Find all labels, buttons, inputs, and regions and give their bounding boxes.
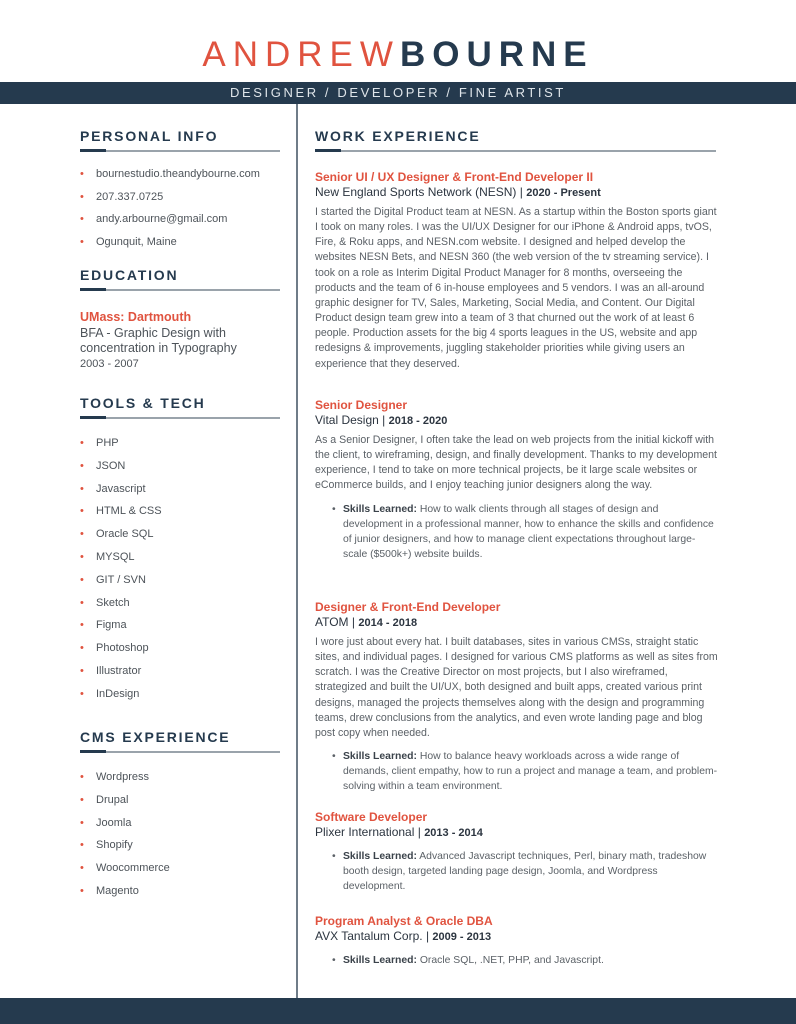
job-entry <box>315 810 719 894</box>
company-name: ATOM | <box>315 615 356 629</box>
list-item <box>80 597 130 609</box>
company-name: Plixer International | <box>315 825 421 839</box>
bullet-icon: • <box>80 573 84 586</box>
list-item-text: Photoshop <box>96 642 149 655</box>
list-item <box>80 168 260 180</box>
list-item <box>80 528 153 540</box>
list-item-text: Joomla <box>96 816 132 829</box>
skills-learned <box>343 953 719 968</box>
resume-name <box>0 34 796 76</box>
column-divider <box>296 104 298 998</box>
job-entry <box>315 170 719 372</box>
list-item-text: andy.arbourne@gmail.com <box>96 213 228 226</box>
list-item <box>80 885 139 897</box>
section-rule <box>80 289 280 291</box>
list-item <box>80 839 133 851</box>
bullet-icon: • <box>80 862 84 875</box>
bullet-icon: • <box>80 687 84 700</box>
section-rule <box>80 150 280 152</box>
list-item <box>80 551 135 563</box>
section-rule <box>80 751 280 753</box>
job-dates: 2018 - 2020 <box>388 415 448 427</box>
list-item <box>80 437 119 449</box>
list-item <box>80 483 146 495</box>
bullet-icon: • <box>80 816 84 829</box>
job-title: Program Analyst & Oracle DBA <box>315 914 493 928</box>
job-description: I started the Digital Product team at NESN. As a startup within the Boston sports giant I took on many roles. I was the UI/UX Designer for our iPhone & Android apps, tvOS, Fire, & Roku apps, and NESN.com website. I designed and helped develop the websites NESN Bets, and NESN 360 (the web version of the tv streaming service). I took on a role as Interim Digital Product Manager for 8 months, overseeing the products and the team of 6 in-house employees and 5 vendors. I was an all-around graphic designer for TV, Sales, Marketing, Social Media, and Content. Our Digital Product design team grew into a team of 3 that churned out the work of at least 6 people. Production assets for the big 4 sports leagues in the US, website and app redesigns & improvements, juggling stakeholder priorities while giving users an experience that they deserved. <box>315 206 717 370</box>
company-name: New England Sports Network (NESN) | <box>315 185 523 199</box>
list-item <box>80 771 149 783</box>
job-company <box>315 825 719 841</box>
skills-text: How to balance heavy workloads across a wide range of demands, client empathy, how to run a project and manage a team, and problem-solving within a team environment. <box>343 751 718 793</box>
skills-learned <box>343 749 719 794</box>
tagline-band: DESIGNER / DEVELOPER / FINE ARTIST <box>0 82 796 104</box>
list-item <box>80 688 139 700</box>
job-company <box>315 185 719 201</box>
job-dates: 2013 - 2014 <box>424 827 483 839</box>
bullet-icon: • <box>80 619 84 632</box>
footer-band <box>0 998 796 1024</box>
list-item-text: bournestudio.theandybourne.com <box>96 168 260 180</box>
skills-label: Skills Learned: <box>343 503 417 515</box>
job-dates: 2009 - 2013 <box>432 931 492 943</box>
bullet-icon: • <box>80 885 84 897</box>
list-item-text: Ogunquit, Maine <box>96 236 177 249</box>
bullet-icon: • <box>80 839 84 852</box>
list-item <box>80 505 162 517</box>
bullet-icon: • <box>80 190 84 203</box>
school-name: UMass: Dartmouth <box>80 310 192 324</box>
job-description: As a Senior Designer, I often take the lead on web projects from the initial kickoff with the client, to wireframing, design, and finally development. Thanks to my development experience, I tend to take on more technical projects, be it large scale websites or eCommerce builds, and I enjoy teaching junior designers along the way. <box>315 434 717 492</box>
skills-text: How to walk clients through all stages of design and development in a professional manner, how to enhance the skills and confidence of junior designers, and how to manage client expectations throughout large-scale ($500k+) website builds. <box>343 503 714 561</box>
bullet-icon: • <box>80 665 84 677</box>
job-dates: 2020 - Present <box>526 187 601 199</box>
degree: BFA - Graphic Design with concentration in Typography <box>80 325 237 355</box>
bullet-icon: • <box>80 551 84 563</box>
bullet-icon: • <box>80 482 84 495</box>
bullet-icon: • <box>80 459 84 472</box>
cms-heading: CMS EXPERIENCE <box>80 729 231 745</box>
list-item <box>80 794 128 806</box>
list-item-text: Magento <box>96 885 139 897</box>
job-company <box>315 929 719 945</box>
list-item <box>80 191 163 203</box>
job-company <box>315 413 719 429</box>
list-item <box>80 862 170 874</box>
list-item-text: InDesign <box>96 687 140 700</box>
list-item-text: Wordpress <box>96 771 149 783</box>
skills-label: Skills Learned: <box>343 851 417 862</box>
education-heading: EDUCATION <box>80 267 179 283</box>
personal-info-heading: PERSONAL INFO <box>80 128 219 144</box>
work-experience-heading: WORK EXPERIENCE <box>315 128 481 144</box>
bullet-icon: • <box>80 793 84 806</box>
bullet-icon: • <box>80 505 84 518</box>
section-rule <box>80 417 280 419</box>
job-title: Senior UI / UX Designer & Front-End Developer II <box>315 170 594 184</box>
skills-learned <box>343 502 719 563</box>
list-item <box>80 665 141 677</box>
list-item <box>80 213 227 225</box>
list-item-text: Drupal <box>96 793 129 806</box>
bullet-icon: • <box>80 236 84 249</box>
bullet-icon: • <box>80 437 84 449</box>
list-item-text: Figma <box>96 619 127 632</box>
job-company <box>315 615 719 631</box>
list-item-text: HTML & CSS <box>96 505 162 518</box>
list-item <box>80 574 146 586</box>
last-name: BOURNE <box>399 35 594 74</box>
skills-learned <box>343 849 719 894</box>
list-item-text: 207.337.0725 <box>96 190 164 203</box>
company-name: Vital Design | <box>315 413 386 427</box>
job-entry <box>315 600 719 795</box>
skills-text: Oracle SQL, .NET, PHP, and Javascript. <box>419 955 604 966</box>
skills-label: Skills Learned: <box>343 955 417 966</box>
bullet-icon: • <box>80 596 84 609</box>
list-item-text: Illustrator <box>96 665 142 677</box>
job-title: Software Developer <box>315 810 428 824</box>
list-item-text: Shopify <box>96 839 133 852</box>
list-item-text: PHP <box>96 437 119 449</box>
list-item-text: JSON <box>96 459 126 472</box>
bullet-icon: • <box>80 771 84 783</box>
list-item <box>80 642 149 654</box>
bullet-icon: • <box>80 528 84 541</box>
company-name: AVX Tantalum Corp. | <box>315 929 430 943</box>
list-item-text: Sketch <box>96 596 130 609</box>
skills-text: Advanced Javascript techniques, Perl, binary math, tradeshow booth design, targeted landing page design, Joomla, and Wordpress development. <box>343 851 707 893</box>
bullet-icon: • <box>80 168 84 180</box>
section-rule <box>315 150 716 152</box>
bullet-icon: • <box>80 642 84 655</box>
education-entry <box>80 310 280 372</box>
job-entry <box>315 914 719 968</box>
list-item <box>80 619 127 631</box>
list-item-text: GIT / SVN <box>96 573 146 586</box>
tools-heading: TOOLS & TECH <box>80 395 206 411</box>
list-item-text: Javascript <box>96 482 146 495</box>
job-title: Designer & Front-End Developer <box>315 600 501 614</box>
job-dates: 2014 - 2018 <box>358 617 418 629</box>
education-years: 2003 - 2007 <box>80 357 139 370</box>
job-title: Senior Designer <box>315 398 408 412</box>
list-item <box>80 460 125 472</box>
job-description: I wore just about every hat. I built databases, sites in various CMSs, straight static sites, and individual pages. I designed for various CMS platforms as well as sites from scratch. I was the Creative Director on most projects, but I also wireframed, strategized and built the UI/UX, both designed and built apps, created various print designs, managed the projects themselves along with the design and programming teams, drew conclusions from the analytics, and even wrote landing page and blog post copy when needed. <box>315 636 718 739</box>
list-item <box>80 817 131 829</box>
list-item-text: MYSQL <box>96 551 135 563</box>
list-item <box>80 236 177 248</box>
list-item-text: Woocommerce <box>96 862 170 875</box>
bullet-icon: • <box>80 213 84 226</box>
list-item-text: Oracle SQL <box>96 528 154 541</box>
skills-label: Skills Learned: <box>343 751 417 763</box>
job-entry <box>315 398 719 562</box>
first-name: ANDREW <box>202 35 400 74</box>
